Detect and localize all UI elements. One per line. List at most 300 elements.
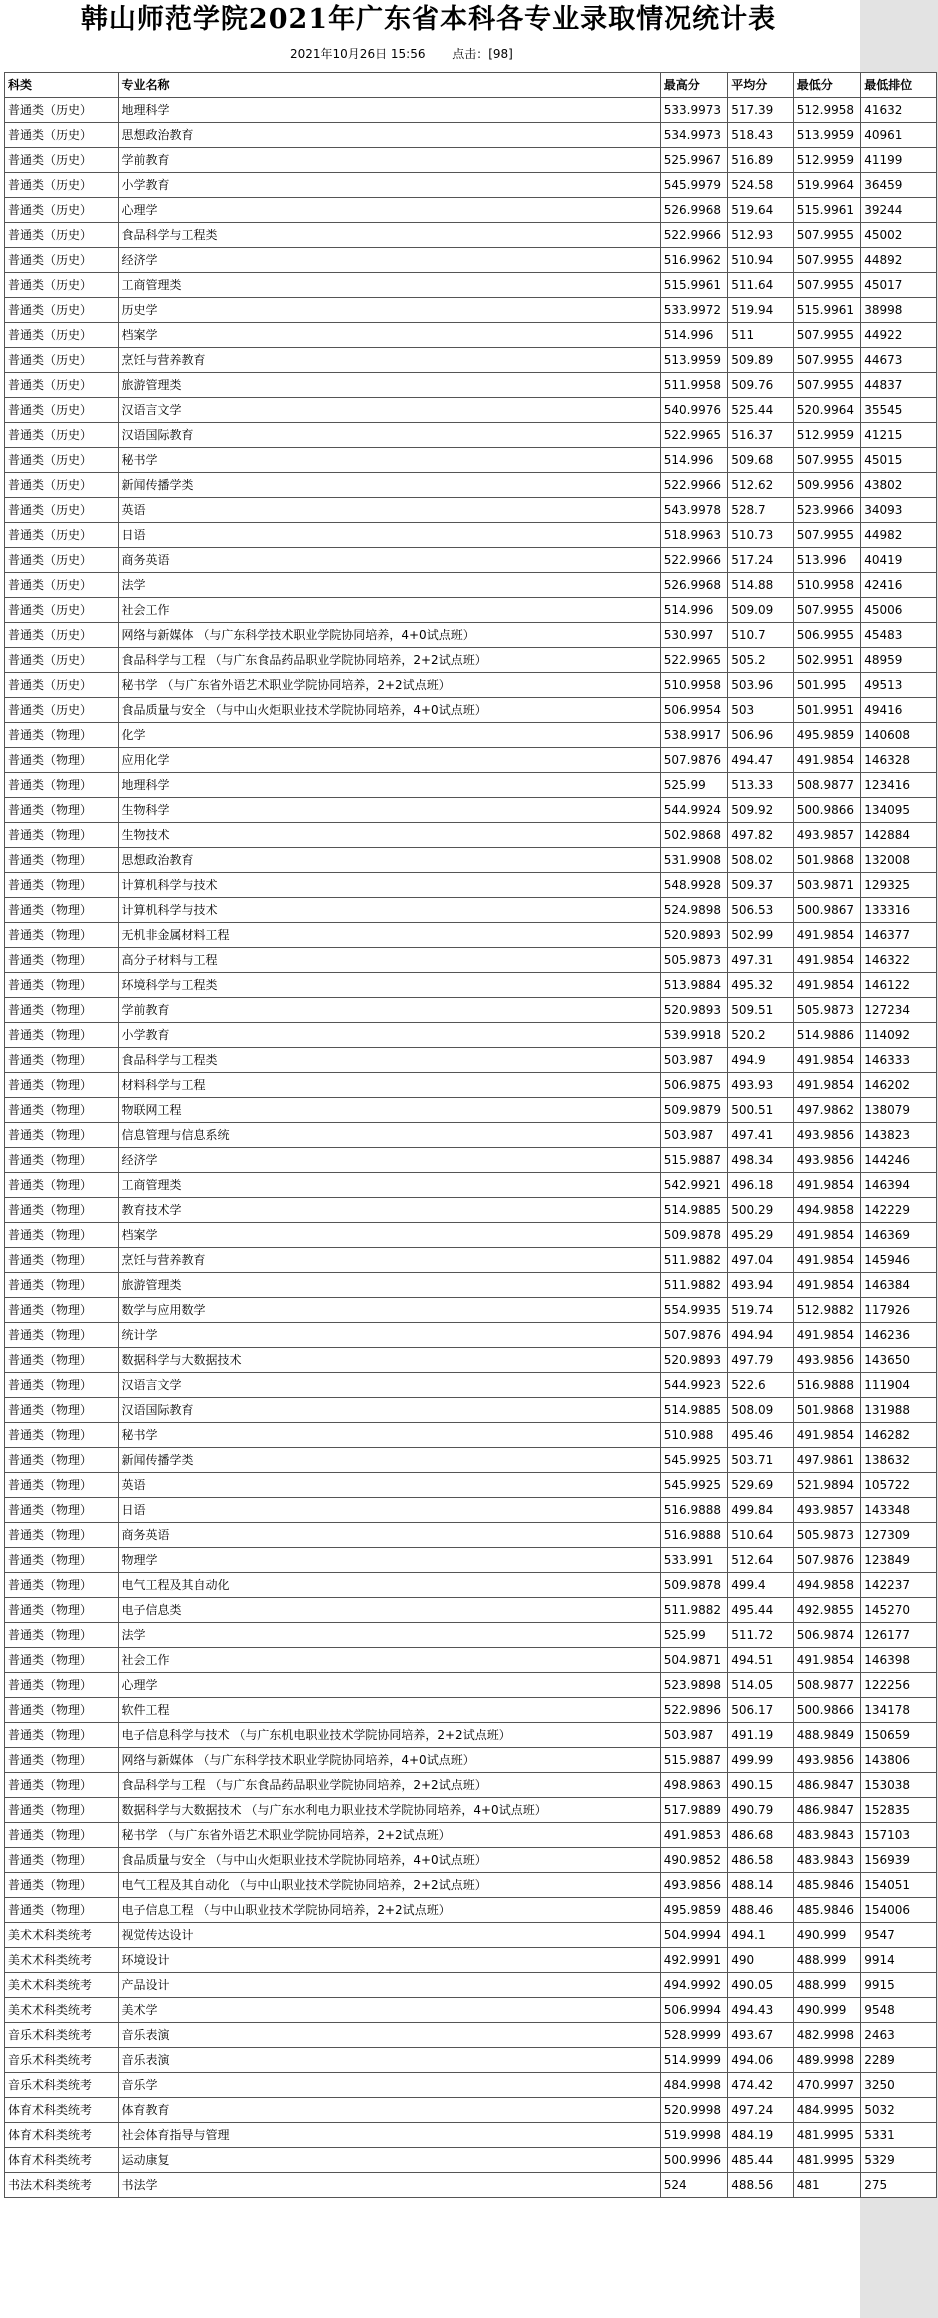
cell-min-rank: 146333 [861, 1048, 937, 1073]
cell-max-score: 514.996 [660, 448, 728, 473]
cell-min-rank: 144246 [861, 1148, 937, 1173]
cell-category: 普通类（物理） [5, 1048, 119, 1073]
cell-min-rank: 143806 [861, 1748, 937, 1773]
cell-avg-score: 529.69 [728, 1473, 793, 1498]
cell-major: 英语 [118, 498, 660, 523]
cell-min-rank: 41632 [861, 98, 937, 123]
cell-min-score: 500.9867 [793, 898, 861, 923]
cell-avg-score: 502.99 [728, 923, 793, 948]
cell-category: 普通类（物理） [5, 748, 119, 773]
cell-avg-score: 495.46 [728, 1423, 793, 1448]
cell-min-score: 510.9958 [793, 573, 861, 598]
cell-avg-score: 503.71 [728, 1448, 793, 1473]
cell-min-score: 507.9955 [793, 348, 861, 373]
cell-min-score: 516.9888 [793, 1373, 861, 1398]
cell-min-score: 493.9856 [793, 1748, 861, 1773]
cell-min-rank: 45006 [861, 598, 937, 623]
cell-min-score: 488.9849 [793, 1723, 861, 1748]
table-row [5, 223, 937, 248]
cell-min-score: 501.9868 [793, 1398, 861, 1423]
cell-max-score: 543.9978 [660, 498, 728, 523]
cell-max-score: 519.9998 [660, 2123, 728, 2148]
cell-min-rank: 45015 [861, 448, 937, 473]
table-row [5, 2048, 937, 2073]
cell-avg-score: 474.42 [728, 2073, 793, 2098]
cell-min-score: 497.9861 [793, 1448, 861, 1473]
cell-category: 普通类（物理） [5, 723, 119, 748]
header-max-score: 最高分 [660, 73, 728, 98]
cell-avg-score: 516.37 [728, 423, 793, 448]
table-row [5, 1973, 937, 1998]
cell-major: 汉语言文学 [118, 1373, 660, 1398]
cell-category: 普通类（物理） [5, 1073, 119, 1098]
cell-category: 普通类（历史） [5, 398, 119, 423]
cell-min-rank: 142237 [861, 1573, 937, 1598]
cell-major: 化学 [118, 723, 660, 748]
cell-min-score: 513.996 [793, 548, 861, 573]
table-row [5, 2173, 937, 2198]
cell-major: 统计学 [118, 1323, 660, 1348]
cell-major: 音乐表演 [118, 2023, 660, 2048]
cell-avg-score: 528.7 [728, 498, 793, 523]
cell-major: 汉语国际教育 [118, 423, 660, 448]
cell-avg-score: 509.09 [728, 598, 793, 623]
table-row [5, 1498, 937, 1523]
cell-max-score: 526.9968 [660, 573, 728, 598]
cell-min-rank: 41199 [861, 148, 937, 173]
cell-avg-score: 490.79 [728, 1798, 793, 1823]
cell-max-score: 520.9998 [660, 2098, 728, 2123]
cell-min-rank: 9547 [861, 1923, 937, 1948]
cell-avg-score: 525.44 [728, 398, 793, 423]
cell-avg-score: 496.18 [728, 1173, 793, 1198]
cell-max-score: 490.9852 [660, 1848, 728, 1873]
cell-max-score: 528.9999 [660, 2023, 728, 2048]
table-row [5, 98, 937, 123]
cell-category: 普通类（历史） [5, 448, 119, 473]
cell-major: 旅游管理类 [118, 373, 660, 398]
table-row [5, 973, 937, 998]
cell-min-score: 491.9854 [793, 1648, 861, 1673]
cell-min-rank: 117926 [861, 1298, 937, 1323]
cell-max-score: 516.9888 [660, 1523, 728, 1548]
header-min-score: 最低分 [793, 73, 861, 98]
cell-major: 心理学 [118, 1673, 660, 1698]
cell-min-score: 491.9854 [793, 973, 861, 998]
cell-major: 软件工程 [118, 1698, 660, 1723]
table-row [5, 1798, 937, 1823]
table-row [5, 823, 937, 848]
table-row [5, 523, 937, 548]
cell-avg-score: 486.68 [728, 1823, 793, 1848]
cell-min-rank: 145946 [861, 1248, 937, 1273]
cell-max-score: 514.9885 [660, 1198, 728, 1223]
cell-avg-score: 509.89 [728, 348, 793, 373]
cell-max-score: 515.9887 [660, 1148, 728, 1173]
cell-avg-score: 511.72 [728, 1623, 793, 1648]
cell-max-score: 509.9878 [660, 1573, 728, 1598]
cell-avg-score: 499.4 [728, 1573, 793, 1598]
cell-min-rank: 146322 [861, 948, 937, 973]
cell-min-score: 484.9995 [793, 2098, 861, 2123]
cell-category: 普通类（历史） [5, 673, 119, 698]
cell-major: 小学教育 [118, 173, 660, 198]
article-meta [290, 46, 513, 62]
cell-max-score: 526.9968 [660, 198, 728, 223]
cell-category: 普通类（物理） [5, 823, 119, 848]
cell-category: 普通类（物理） [5, 1273, 119, 1298]
cell-min-score: 493.9857 [793, 1498, 861, 1523]
cell-min-score: 512.9958 [793, 98, 861, 123]
cell-min-score: 507.9955 [793, 248, 861, 273]
cell-min-rank: 131988 [861, 1398, 937, 1423]
cell-min-score: 483.9843 [793, 1848, 861, 1873]
cell-max-score: 522.9965 [660, 423, 728, 448]
cell-min-score: 512.9959 [793, 423, 861, 448]
cell-major: 书法学 [118, 2173, 660, 2198]
cell-category: 音乐术科类统考 [5, 2073, 119, 2098]
cell-avg-score: 488.46 [728, 1898, 793, 1923]
cell-max-score: 506.9994 [660, 1998, 728, 2023]
cell-min-rank: 5329 [861, 2148, 937, 2173]
cell-category: 美术术科类统考 [5, 1923, 119, 1948]
table-row [5, 1223, 937, 1248]
table-row [5, 748, 937, 773]
cell-major: 计算机科学与技术 [118, 873, 660, 898]
cell-min-score: 507.9876 [793, 1548, 861, 1573]
cell-avg-score: 497.24 [728, 2098, 793, 2123]
table-row [5, 773, 937, 798]
cell-category: 普通类（历史） [5, 248, 119, 273]
table-row [5, 723, 937, 748]
cell-major: 电气工程及其自动化 （与中山职业技术学院协同培养，2+2试点班） [118, 1873, 660, 1898]
cell-max-score: 522.9966 [660, 223, 728, 248]
cell-min-score: 512.9959 [793, 148, 861, 173]
cell-major: 食品科学与工程类 [118, 223, 660, 248]
cell-max-score: 533.9973 [660, 98, 728, 123]
cell-max-score: 538.9917 [660, 723, 728, 748]
cell-max-score: 522.9896 [660, 1698, 728, 1723]
cell-category: 普通类（物理） [5, 1498, 119, 1523]
cell-category: 普通类（物理） [5, 1173, 119, 1198]
cell-major: 历史学 [118, 298, 660, 323]
cell-min-rank: 127234 [861, 998, 937, 1023]
cell-min-rank: 143650 [861, 1348, 937, 1373]
cell-category: 普通类（历史） [5, 98, 119, 123]
table-row [5, 1323, 937, 1348]
cell-category: 普通类（物理） [5, 948, 119, 973]
table-row [5, 1398, 937, 1423]
cell-avg-score: 514.05 [728, 1673, 793, 1698]
cell-avg-score: 511 [728, 323, 793, 348]
cell-min-score: 483.9843 [793, 1823, 861, 1848]
cell-category: 普通类（物理） [5, 1898, 119, 1923]
cell-category: 普通类（历史） [5, 173, 119, 198]
cell-min-score: 514.9886 [793, 1023, 861, 1048]
cell-avg-score: 493.67 [728, 2023, 793, 2048]
table-row [5, 1423, 937, 1448]
cell-min-score: 493.9857 [793, 823, 861, 848]
cell-max-score: 530.997 [660, 623, 728, 648]
cell-major: 材料科学与工程 [118, 1073, 660, 1098]
cell-major: 生物科学 [118, 798, 660, 823]
cell-max-score: 503.987 [660, 1723, 728, 1748]
cell-category: 美术术科类统考 [5, 1998, 119, 2023]
cell-category: 普通类（历史） [5, 148, 119, 173]
cell-min-score: 485.9846 [793, 1898, 861, 1923]
cell-min-rank: 143348 [861, 1498, 937, 1523]
cell-major: 网络与新媒体 （与广东科学技术职业学院协同培养，4+0试点班） [118, 1748, 660, 1773]
cell-category: 普通类（物理） [5, 1473, 119, 1498]
cell-min-rank: 145270 [861, 1598, 937, 1623]
cell-min-score: 507.9955 [793, 223, 861, 248]
cell-avg-score: 494.43 [728, 1998, 793, 2023]
table-row [5, 1123, 937, 1148]
table-row [5, 148, 937, 173]
cell-min-rank: 44673 [861, 348, 937, 373]
cell-avg-score: 493.94 [728, 1273, 793, 1298]
cell-avg-score: 512.62 [728, 473, 793, 498]
cell-category: 普通类（历史） [5, 223, 119, 248]
cell-min-rank: 127309 [861, 1523, 937, 1548]
cell-min-rank: 134095 [861, 798, 937, 823]
cell-min-rank: 134178 [861, 1698, 937, 1723]
cell-min-score: 492.9855 [793, 1598, 861, 1623]
cell-min-rank: 35545 [861, 398, 937, 423]
cell-category: 普通类（历史） [5, 648, 119, 673]
cell-max-score: 531.9908 [660, 848, 728, 873]
cell-major: 烹饪与营养教育 [118, 1248, 660, 1273]
cell-max-score: 515.9961 [660, 273, 728, 298]
cell-major: 音乐表演 [118, 2048, 660, 2073]
cell-major: 食品质量与安全 （与中山火炬职业技术学院协同培养，4+0试点班） [118, 698, 660, 723]
cell-avg-score: 516.89 [728, 148, 793, 173]
cell-avg-score: 493.93 [728, 1073, 793, 1098]
cell-category: 音乐术科类统考 [5, 2048, 119, 2073]
table-row [5, 948, 937, 973]
table-row [5, 648, 937, 673]
cell-category: 普通类（物理） [5, 998, 119, 1023]
cell-min-score: 507.9955 [793, 448, 861, 473]
table-row [5, 423, 937, 448]
cell-major: 数据科学与大数据技术 （与广东水利电力职业技术学院协同培养，4+0试点班） [118, 1798, 660, 1823]
cell-category: 普通类（物理） [5, 848, 119, 873]
cell-major: 英语 [118, 1473, 660, 1498]
cell-avg-score: 495.32 [728, 973, 793, 998]
cell-category: 普通类（物理） [5, 773, 119, 798]
table-row [5, 2123, 937, 2148]
cell-major: 食品科学与工程类 [118, 1048, 660, 1073]
cell-max-score: 525.99 [660, 773, 728, 798]
cell-min-rank: 43802 [861, 473, 937, 498]
cell-avg-score: 519.64 [728, 198, 793, 223]
table-row [5, 673, 937, 698]
cell-min-rank: 123849 [861, 1548, 937, 1573]
table-row [5, 323, 937, 348]
cell-category: 普通类（物理） [5, 1623, 119, 1648]
cell-category: 普通类（历史） [5, 623, 119, 648]
cell-major: 经济学 [118, 248, 660, 273]
cell-major: 食品质量与安全 （与中山火炬职业技术学院协同培养，4+0试点班） [118, 1848, 660, 1873]
cell-category: 普通类（物理） [5, 1098, 119, 1123]
cell-category: 普通类（物理） [5, 1673, 119, 1698]
cell-max-score: 507.9876 [660, 1323, 728, 1348]
cell-max-score: 510.988 [660, 1423, 728, 1448]
cell-min-score: 493.9856 [793, 1148, 861, 1173]
table-row [5, 1598, 937, 1623]
cell-category: 普通类（历史） [5, 523, 119, 548]
cell-min-rank: 129325 [861, 873, 937, 898]
cell-avg-score: 499.99 [728, 1748, 793, 1773]
cell-max-score: 514.9999 [660, 2048, 728, 2073]
cell-min-score: 495.9859 [793, 723, 861, 748]
cell-category: 音乐术科类统考 [5, 2023, 119, 2048]
cell-min-rank: 150659 [861, 1723, 937, 1748]
cell-max-score: 545.9925 [660, 1473, 728, 1498]
publish-date: 2021年10月26日 15:56 [290, 47, 426, 61]
table-row [5, 1448, 937, 1473]
cell-avg-score: 497.41 [728, 1123, 793, 1148]
cell-avg-score: 509.76 [728, 373, 793, 398]
cell-min-score: 500.9866 [793, 798, 861, 823]
table-row [5, 1523, 937, 1548]
cell-min-score: 486.9847 [793, 1798, 861, 1823]
cell-min-rank: 146282 [861, 1423, 937, 1448]
cell-min-rank: 42416 [861, 573, 937, 598]
cell-min-rank: 38998 [861, 298, 937, 323]
cell-major: 社会体育指导与管理 [118, 2123, 660, 2148]
cell-avg-score: 510.7 [728, 623, 793, 648]
cell-min-rank: 44892 [861, 248, 937, 273]
cell-major: 食品科学与工程 （与广东食品药品职业学院协同培养，2+2试点班） [118, 648, 660, 673]
cell-min-rank: 48959 [861, 648, 937, 673]
cell-max-score: 542.9921 [660, 1173, 728, 1198]
cell-max-score: 545.9925 [660, 1448, 728, 1473]
cell-min-score: 485.9846 [793, 1873, 861, 1898]
cell-min-rank: 146384 [861, 1273, 937, 1298]
table-row [5, 1273, 937, 1298]
cell-major: 物理学 [118, 1548, 660, 1573]
cell-category: 普通类（物理） [5, 898, 119, 923]
cell-min-score: 489.9998 [793, 2048, 861, 2073]
cell-category: 普通类（物理） [5, 873, 119, 898]
cell-category: 普通类（物理） [5, 973, 119, 998]
cell-min-rank: 105722 [861, 1473, 937, 1498]
cell-major: 生物技术 [118, 823, 660, 848]
cell-major: 地理科学 [118, 773, 660, 798]
cell-min-rank: 146328 [861, 748, 937, 773]
cell-avg-score: 494.06 [728, 2048, 793, 2073]
cell-min-rank: 146236 [861, 1323, 937, 1348]
cell-avg-score: 514.88 [728, 573, 793, 598]
cell-min-score: 507.9955 [793, 273, 861, 298]
cell-max-score: 511.9882 [660, 1248, 728, 1273]
table-row [5, 1198, 937, 1223]
cell-major: 秘书学 （与广东省外语艺术职业学院协同培养，2+2试点班） [118, 673, 660, 698]
cell-max-score: 520.9893 [660, 923, 728, 948]
cell-max-score: 516.9888 [660, 1498, 728, 1523]
cell-category: 普通类（物理） [5, 1698, 119, 1723]
cell-avg-score: 491.19 [728, 1723, 793, 1748]
cell-avg-score: 509.37 [728, 873, 793, 898]
table-row [5, 473, 937, 498]
table-row [5, 498, 937, 523]
cell-min-rank: 138079 [861, 1098, 937, 1123]
cell-max-score: 513.9884 [660, 973, 728, 998]
cell-major: 商务英语 [118, 548, 660, 573]
cell-min-score: 523.9966 [793, 498, 861, 523]
table-row [5, 373, 937, 398]
table-row [5, 2148, 937, 2173]
admission-table [4, 72, 937, 2198]
cell-category: 美术术科类统考 [5, 1973, 119, 1998]
table-row [5, 2023, 937, 2048]
cell-min-score: 481.9995 [793, 2148, 861, 2173]
cell-category: 普通类（历史） [5, 498, 119, 523]
cell-category: 普通类（历史） [5, 298, 119, 323]
cell-major: 电子信息工程 （与中山职业技术学院协同培养，2+2试点班） [118, 1898, 660, 1923]
cell-min-score: 505.9873 [793, 998, 861, 1023]
cell-min-rank: 146202 [861, 1073, 937, 1098]
cell-avg-score: 512.64 [728, 1548, 793, 1573]
cell-avg-score: 484.19 [728, 2123, 793, 2148]
cell-min-score: 501.9868 [793, 848, 861, 873]
cell-min-rank: 123416 [861, 773, 937, 798]
cell-max-score: 484.9998 [660, 2073, 728, 2098]
cell-min-rank: 49513 [861, 673, 937, 698]
cell-avg-score: 517.39 [728, 98, 793, 123]
cell-max-score: 511.9882 [660, 1598, 728, 1623]
cell-avg-score: 495.44 [728, 1598, 793, 1623]
cell-min-rank: 154051 [861, 1873, 937, 1898]
table-row [5, 923, 937, 948]
table-row [5, 598, 937, 623]
cell-max-score: 494.9992 [660, 1973, 728, 1998]
cell-min-rank: 126177 [861, 1623, 937, 1648]
table-row [5, 1823, 937, 1848]
cell-min-score: 491.9854 [793, 1423, 861, 1448]
cell-avg-score: 510.73 [728, 523, 793, 548]
cell-min-rank: 34093 [861, 498, 937, 523]
cell-min-score: 507.9955 [793, 598, 861, 623]
table-row [5, 1923, 937, 1948]
table-row [5, 348, 937, 373]
cell-avg-score: 519.74 [728, 1298, 793, 1323]
cell-major: 商务英语 [118, 1523, 660, 1548]
cell-major: 新闻传播学类 [118, 1448, 660, 1473]
table-row [5, 1848, 937, 1873]
cell-major: 旅游管理类 [118, 1273, 660, 1298]
header-category: 科类 [5, 73, 119, 98]
cell-min-score: 491.9854 [793, 1323, 861, 1348]
cell-category: 普通类（物理） [5, 1223, 119, 1248]
cell-max-score: 506.9954 [660, 698, 728, 723]
table-row [5, 1898, 937, 1923]
cell-avg-score: 494.94 [728, 1323, 793, 1348]
cell-major: 法学 [118, 573, 660, 598]
cell-category: 普通类（历史） [5, 373, 119, 398]
cell-major: 工商管理类 [118, 273, 660, 298]
table-header-row [5, 73, 937, 98]
cell-major: 信息管理与信息系统 [118, 1123, 660, 1148]
cell-min-score: 490.999 [793, 1998, 861, 2023]
cell-category: 普通类（物理） [5, 1848, 119, 1873]
table-row [5, 273, 937, 298]
cell-max-score: 511.9958 [660, 373, 728, 398]
cell-avg-score: 509.68 [728, 448, 793, 473]
cell-min-rank: 9914 [861, 1948, 937, 1973]
cell-avg-score: 522.6 [728, 1373, 793, 1398]
